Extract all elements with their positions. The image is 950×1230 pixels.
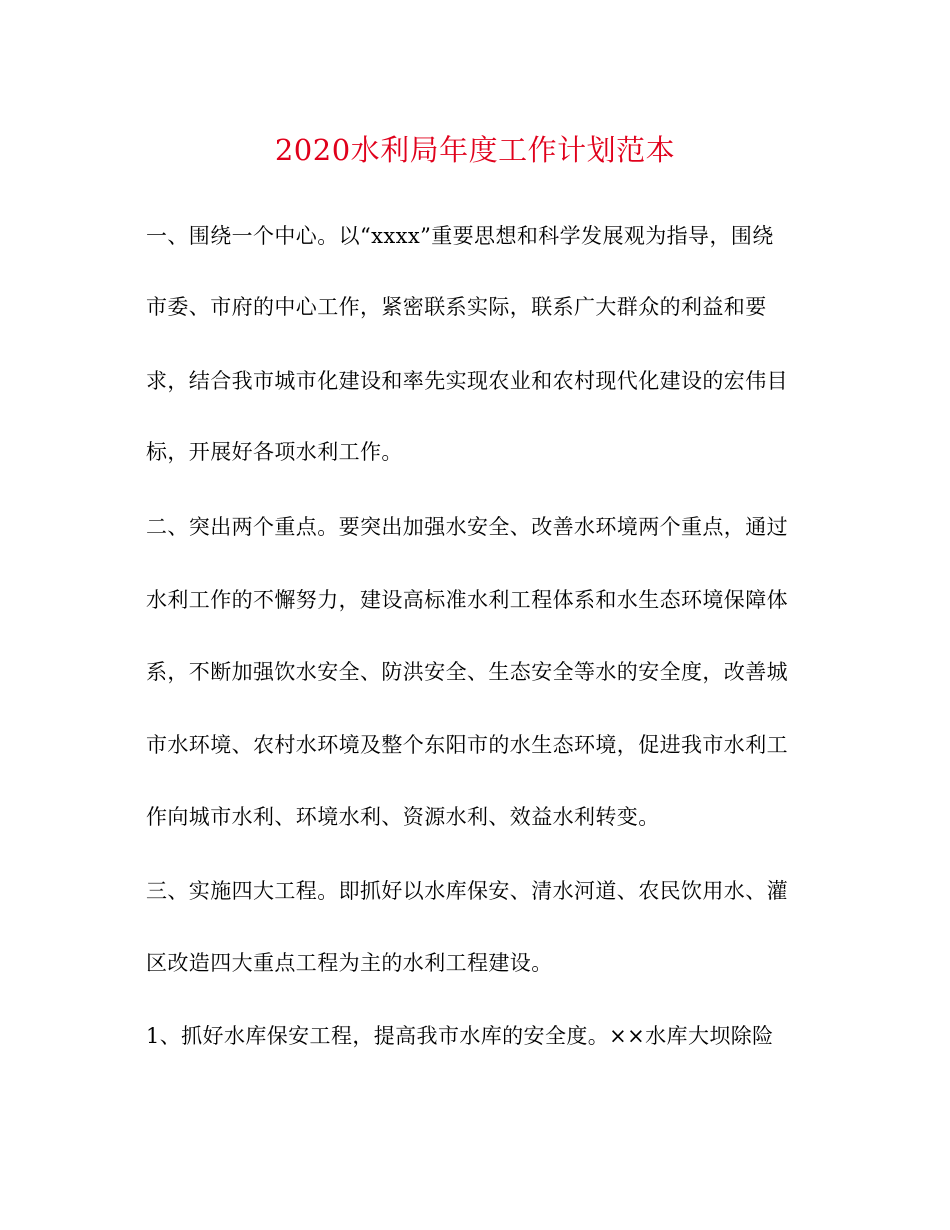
text-line: 求，结合我市城市化建设和率先实现农业和农村现代化建设的宏伟目 <box>146 369 788 393</box>
text-line: 作向城市水利、环境水利、资源水利、效益水利转变。 <box>146 805 660 829</box>
text-line: 三、实施四大工程。即抓好以水库保安、清水河道、农民饮用水、灌 <box>146 879 788 903</box>
text-line: 二、突出两个重点。要突出加强水安全、改善水环境两个重点，通过 <box>146 515 788 539</box>
text-line: 市水环境、农村水环境及整个东阳市的水生态环境，促进我市水利工 <box>146 733 788 757</box>
document-title: 2020水利局年度工作计划范本 <box>274 133 676 167</box>
text-line: 水利工作的不懈努力，建设高标准水利工程体系和水生态环境保障体 <box>146 588 788 612</box>
text-line: 标，开展好各项水利工作。 <box>146 440 403 464</box>
text-line: 区改造四大重点工程为主的水利工程建设。 <box>146 951 553 975</box>
text-line: 一、围绕一个中心。以“xxxx”重要思想和科学发展观为指导，围绕 <box>146 224 774 248</box>
text-line: 市委、市府的中心工作，紧密联系实际，联系广大群众的利益和要 <box>146 295 767 319</box>
text-line: 1、抓好水库保安工程，提高我市水库的安全度。××水库大坝除险 <box>146 1024 774 1048</box>
text-line: 系，不断加强饮水安全、防洪安全、生态安全等水的安全度，改善城 <box>146 660 788 684</box>
